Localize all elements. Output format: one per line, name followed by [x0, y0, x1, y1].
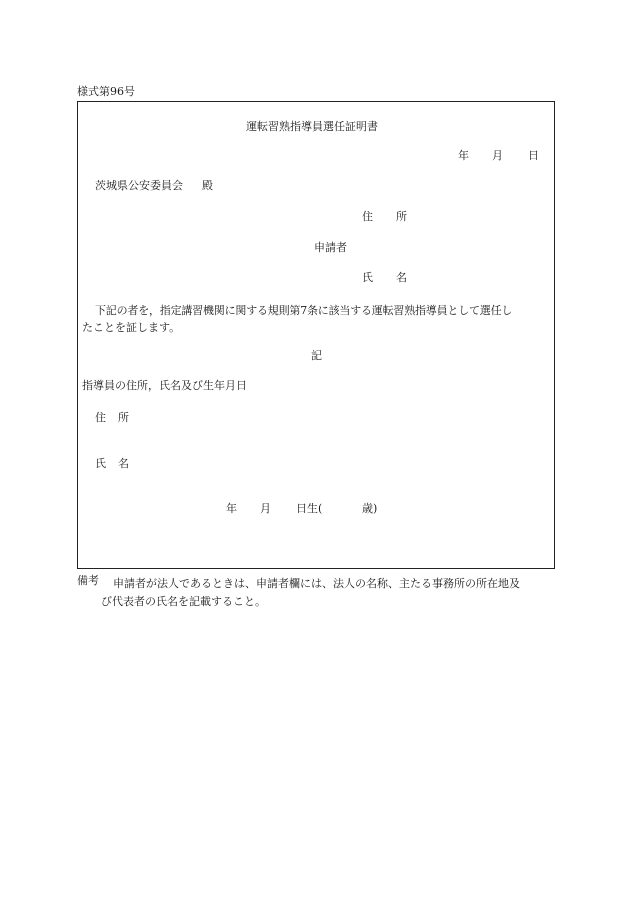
statement-line-1: 下記の者を，指定講習機関に関する規則第7条に該当する運転習熟指導員として選任し	[95, 304, 513, 317]
addressee-honorific: 殿	[202, 179, 213, 192]
date-day: 日	[528, 149, 539, 162]
note-text	[101, 575, 553, 611]
applicant-name-label-2: 名	[396, 271, 407, 284]
statement-line-2: たことを証します。	[82, 321, 181, 334]
instructor-address-label-2: 所	[118, 411, 129, 424]
addressee: 茨城県公安委員会	[95, 179, 183, 192]
form-title: 運転習熟指導員選任証明書	[246, 120, 378, 133]
instructor-heading: 指導員の住所，氏名及び生年月日	[82, 379, 247, 392]
birth-year: 年	[226, 502, 237, 515]
instructor-name-label-2: 名	[118, 457, 129, 470]
instructor-address-label-1: 住	[95, 411, 106, 424]
birth-age: 歳)	[362, 502, 378, 515]
birth-day-born: 日生(	[296, 502, 323, 515]
applicant-address-label-1: 住	[362, 210, 373, 223]
note-line-2: び代表者の氏名を記載すること。	[101, 595, 266, 608]
form-number: 様式第96号	[77, 85, 135, 98]
birth-month: 月	[260, 502, 271, 515]
date-month: 月	[492, 149, 503, 162]
applicant-address-label-2: 所	[396, 210, 407, 223]
note-label: 備考	[77, 574, 99, 587]
date-year: 年	[458, 149, 469, 162]
ki-heading: 記	[311, 349, 322, 362]
certificate-form	[77, 101, 555, 569]
applicant-label: 申請者	[314, 241, 347, 254]
applicant-name-label-1: 氏	[362, 271, 373, 284]
note-line-1: 申請者が法人であるときは、申請者欄には、法人の名称、主たる事務所の所在地及	[113, 577, 520, 590]
instructor-name-label-1: 氏	[95, 457, 106, 470]
